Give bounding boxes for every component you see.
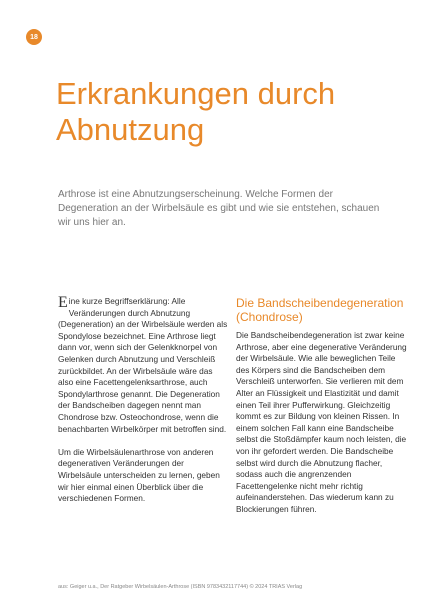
intro-text: Arthrose ist eine Abnutzungserscheinung. Welche Formen der Degeneration an der Wirbelsäule es gibt und wie sie entstehen, schauen wir uns hier an. — [58, 189, 380, 228]
page-title: Erkrankungen durch Abnutzung — [56, 76, 336, 147]
right-column — [236, 296, 407, 527]
left-paragraph-1 — [58, 296, 229, 435]
left-paragraph-1-text: ine kurze Begriffserklärung: Alle Veränderungen durch Abnutzung (Degeneration) an der Wirbelsäule werden als Spondylose bezeichnet. Eine Arthrose liegt dann vor, wenn sich der Gelenkknorpel von Gelenken durch Abnutzung und Verschleiß zurückbildet. An der Wirbelsäule wäre das also eine Facettengelenksarthrose, auch Spondylarthrose genannt. Die Degeneration der Bandscheiben dagegen nennt man Chondrose bzw. Osteochondrose, wenn die benachbarten Wirbelkörper mit betroffen sind. — [58, 296, 228, 434]
right-paragraph: Die Bandscheibendegeneration ist zwar keine Arthrose, aber eine degenerative Veränderung der Wirbelsäule. Wie alle beweglichen Teile des Körpers sind die Bandscheiben dem Verschleiß unterworfen. Sie verlieren mit dem Alter an Flüssigkeit und Elastizität und damit einen Teil ihrer Pufferwirkung. Gleichzeitig kommt es zur Bildung von kleinen Rissen. In einem solchen Fall kann eine Bandscheibe selbst die Stoßdämpfer kaum noch leisten, die von ihr gefordert werden. Die Bandscheibe selbst wird durch die Abnutzung flacher, sodass auch die angrenzenden Facettengelenke nicht mehr richtig aufeinanderstehen. Das wiederum kann zu Blockierungen führen. — [236, 330, 407, 514]
page-number-badge: 18 — [26, 29, 42, 45]
left-paragraph-2: Um die Wirbelsäulenarthrose von anderen degenerativen Veränderungen der Wirbelsäule unterscheiden zu lernen, geben wir hier einmal einen Überblick über die verschiedenen Formen. — [58, 446, 220, 504]
section-heading: Die Bandscheibendegeneration (Chondrose) — [236, 296, 404, 324]
drop-cap: E — [58, 294, 68, 311]
left-column — [58, 296, 229, 516]
page-footer: aus: Geiger u.a., Der Ratgeber Wirbelsäulen-Arthrose (ISBN 9783432117744) © 2024 TRIAS Verlag — [58, 584, 303, 590]
